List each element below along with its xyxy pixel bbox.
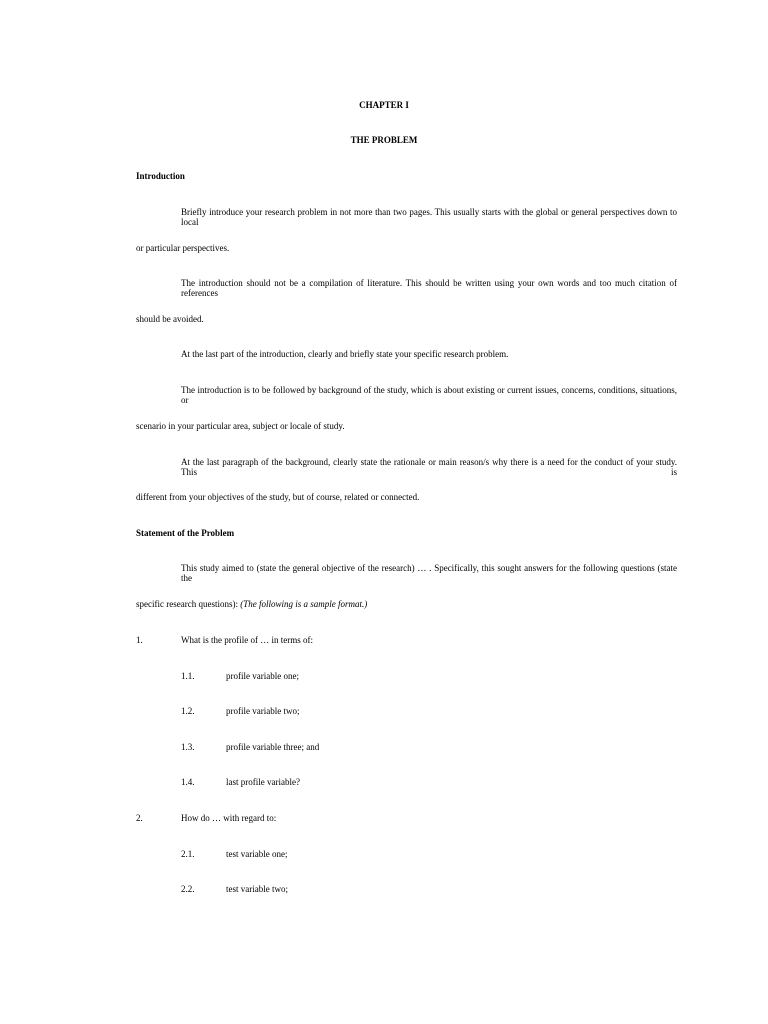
intro-paragraph-2-line-1: The introduction should not be a compilation of literature. This should be written using your own words and too much citation of references xyxy=(181,278,677,298)
sub-question-text: profile variable three; and xyxy=(226,742,320,752)
sub-question-text: test variable two; xyxy=(226,884,288,894)
section-heading-introduction: Introduction xyxy=(136,171,185,181)
question-number: 2. xyxy=(136,813,143,823)
sub-question-text: profile variable two; xyxy=(226,706,300,716)
intro-paragraph-4-line-2: scenario in your particular area, subject or locale of study. xyxy=(136,421,345,431)
question-number: 1. xyxy=(136,635,143,645)
chapter-heading: CHAPTER I xyxy=(359,100,409,110)
sub-question-number: 1.4. xyxy=(181,777,195,787)
intro-paragraph-2-line-2: should be avoided. xyxy=(136,314,204,324)
intro-paragraph-1-line-1: Briefly introduce your research problem in not more than two pages. This usually starts with the global or general perspectives down to local xyxy=(181,207,677,227)
question-text: What is the profile of … in terms of: xyxy=(181,635,313,645)
statement-paragraph-line-1: This study aimed to (state the general objective of the research) … . Specifically, this sought answers for the following questions (state the xyxy=(181,563,677,583)
intro-paragraph-5-line-1: At the last paragraph of the background, clearly state the rationale or main reason/s why there is a need for the conduct of your study. This is xyxy=(181,457,677,477)
statement-paragraph-line-2 xyxy=(136,599,367,609)
sub-question-number: 1.1. xyxy=(181,671,195,681)
sub-question-number: 2.1. xyxy=(181,849,195,859)
sub-question-number: 2.2. xyxy=(181,884,195,894)
sub-question-text: profile variable one; xyxy=(226,671,299,681)
chapter-title: THE PROBLEM xyxy=(350,135,418,145)
question-text: How do … with regard to: xyxy=(181,813,277,823)
sub-question-text: last profile variable? xyxy=(226,777,300,787)
sub-question-number: 1.2. xyxy=(181,706,195,716)
section-heading-statement: Statement of the Problem xyxy=(136,528,235,538)
statement-line-2-plain: specific research questions): xyxy=(136,599,241,609)
sub-question-number: 1.3. xyxy=(181,742,195,752)
intro-paragraph-3-line-1: At the last part of the introduction, clearly and briefly state your specific research problem. xyxy=(181,349,509,359)
intro-paragraph-1-line-2: or particular perspectives. xyxy=(136,243,230,253)
intro-paragraph-4-line-1: The introduction is to be followed by background of the study, which is about existing or current issues, concerns, conditions, situations, or xyxy=(181,385,677,405)
statement-line-2-italic: (The following is a sample format.) xyxy=(240,599,368,609)
sub-question-text: test variable one; xyxy=(226,849,288,859)
intro-paragraph-5-line-2: different from your objectives of the study, but of course, related or connected. xyxy=(136,492,420,502)
